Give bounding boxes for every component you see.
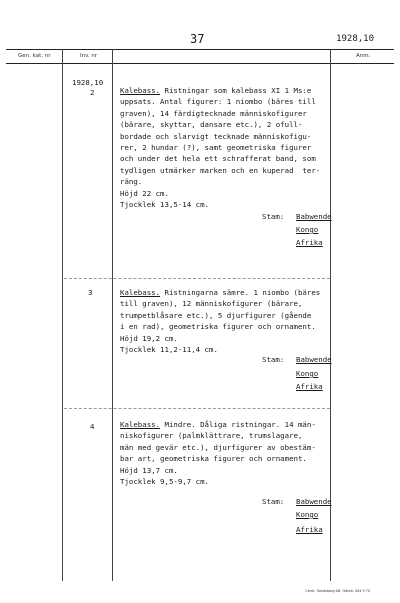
column-header-gen-kat-nr: Gen. kat. nr xyxy=(18,53,51,59)
entry-line: i en rad), geometriska figurer och ornament. xyxy=(120,322,316,332)
header-bottom-rule xyxy=(6,63,394,64)
entry-line: Mindre. Dåliga ristningar. 14 män- xyxy=(160,420,316,429)
entry-line: män med gevär etc.), djurfigurer av obestäm- xyxy=(120,442,316,452)
stam-label: Stam: xyxy=(262,355,285,364)
stam-value: Babwende xyxy=(296,212,332,221)
year-header: 1928,10 xyxy=(336,34,374,44)
entry-line: till graven), 12 människofigurer (bärare, xyxy=(120,299,303,309)
entry-text xyxy=(120,85,320,210)
entry-line: Höjd 22 cm. xyxy=(120,188,169,198)
entry-line: uppsats. Antal figurer: 1 niombo (bäres till xyxy=(120,97,316,107)
entry-line: Ristningar som kalebass XI 1 Ms:e xyxy=(160,86,312,95)
entry-line: räng. xyxy=(120,177,143,187)
entry-line: bar art, geometriska figurer och ornament. xyxy=(120,454,307,464)
inv-number: 4 xyxy=(90,422,95,431)
stam-value: Babwende xyxy=(296,497,332,506)
entry-title: Kalebass. xyxy=(120,86,161,95)
table-top-rule xyxy=(6,49,394,50)
entry-text xyxy=(120,287,320,355)
printer-footer: Centr. Sandsborg AB, Göteb. 444 9 70 xyxy=(305,589,370,593)
entry-line: trumpetblåsare etc.), 5 djurfigurer (gående xyxy=(120,310,312,320)
entry-line: Höjd 13,7 cm. xyxy=(120,465,178,475)
stam-value: Babwende xyxy=(296,355,332,364)
entry-line: och under det hela ett schrafferat band, som xyxy=(120,154,316,164)
country-value: Kongo xyxy=(296,225,319,234)
entry-divider xyxy=(64,408,330,409)
continent-value: Afrika xyxy=(296,238,323,247)
page-number: 37 xyxy=(190,32,205,46)
entry-divider xyxy=(64,278,330,279)
entry-line: Ristningarna sämre. 1 niombo (bäres xyxy=(160,288,321,297)
continent-value: Afrika xyxy=(296,525,323,534)
column-header-inv-nr: Inv. nr xyxy=(80,53,98,59)
entry-line: Tjocklek 9,5-9,7 cm. xyxy=(120,477,209,487)
column-header-anm: Anm. xyxy=(356,53,371,59)
entry-line: bordade och slarvigt tecknade människofigu- xyxy=(120,131,312,141)
column-rule xyxy=(62,49,63,581)
country-value: Kongo xyxy=(296,369,319,378)
entry-line: (bärare, skyttar, dansare etc.), 2 ofull- xyxy=(120,120,303,130)
entry-line: Höjd 19,2 cm. xyxy=(120,333,178,343)
column-rule xyxy=(112,49,113,581)
stam-label: Stam: xyxy=(262,497,285,506)
stam-label: Stam: xyxy=(262,212,285,221)
entry-line: Tjocklek 11,2-11,4 cm. xyxy=(120,345,218,355)
continent-value: Afrika xyxy=(296,382,323,391)
entry-line: niskofigurer (palmklättrare, trumslagare, xyxy=(120,431,303,441)
year-label: 1928,10 xyxy=(72,78,104,87)
entry-text xyxy=(120,419,316,487)
inv-number: 2 xyxy=(90,88,95,97)
entry-line: tydligen utmärker marken och en kuperad ter- xyxy=(120,165,321,175)
entry-title: Kalebass. xyxy=(120,420,161,429)
inv-number: 3 xyxy=(88,288,93,297)
entry-title: Kalebass. xyxy=(120,288,161,297)
entry-line: graven), 14 färdigtecknade människofigurer xyxy=(120,108,307,118)
country-value: Kongo xyxy=(296,510,319,519)
entry-line: rer, 2 hundar (?), samt geometriska figurer xyxy=(120,143,312,153)
entry-line: Tjocklek 13,5-14 cm. xyxy=(120,200,209,210)
